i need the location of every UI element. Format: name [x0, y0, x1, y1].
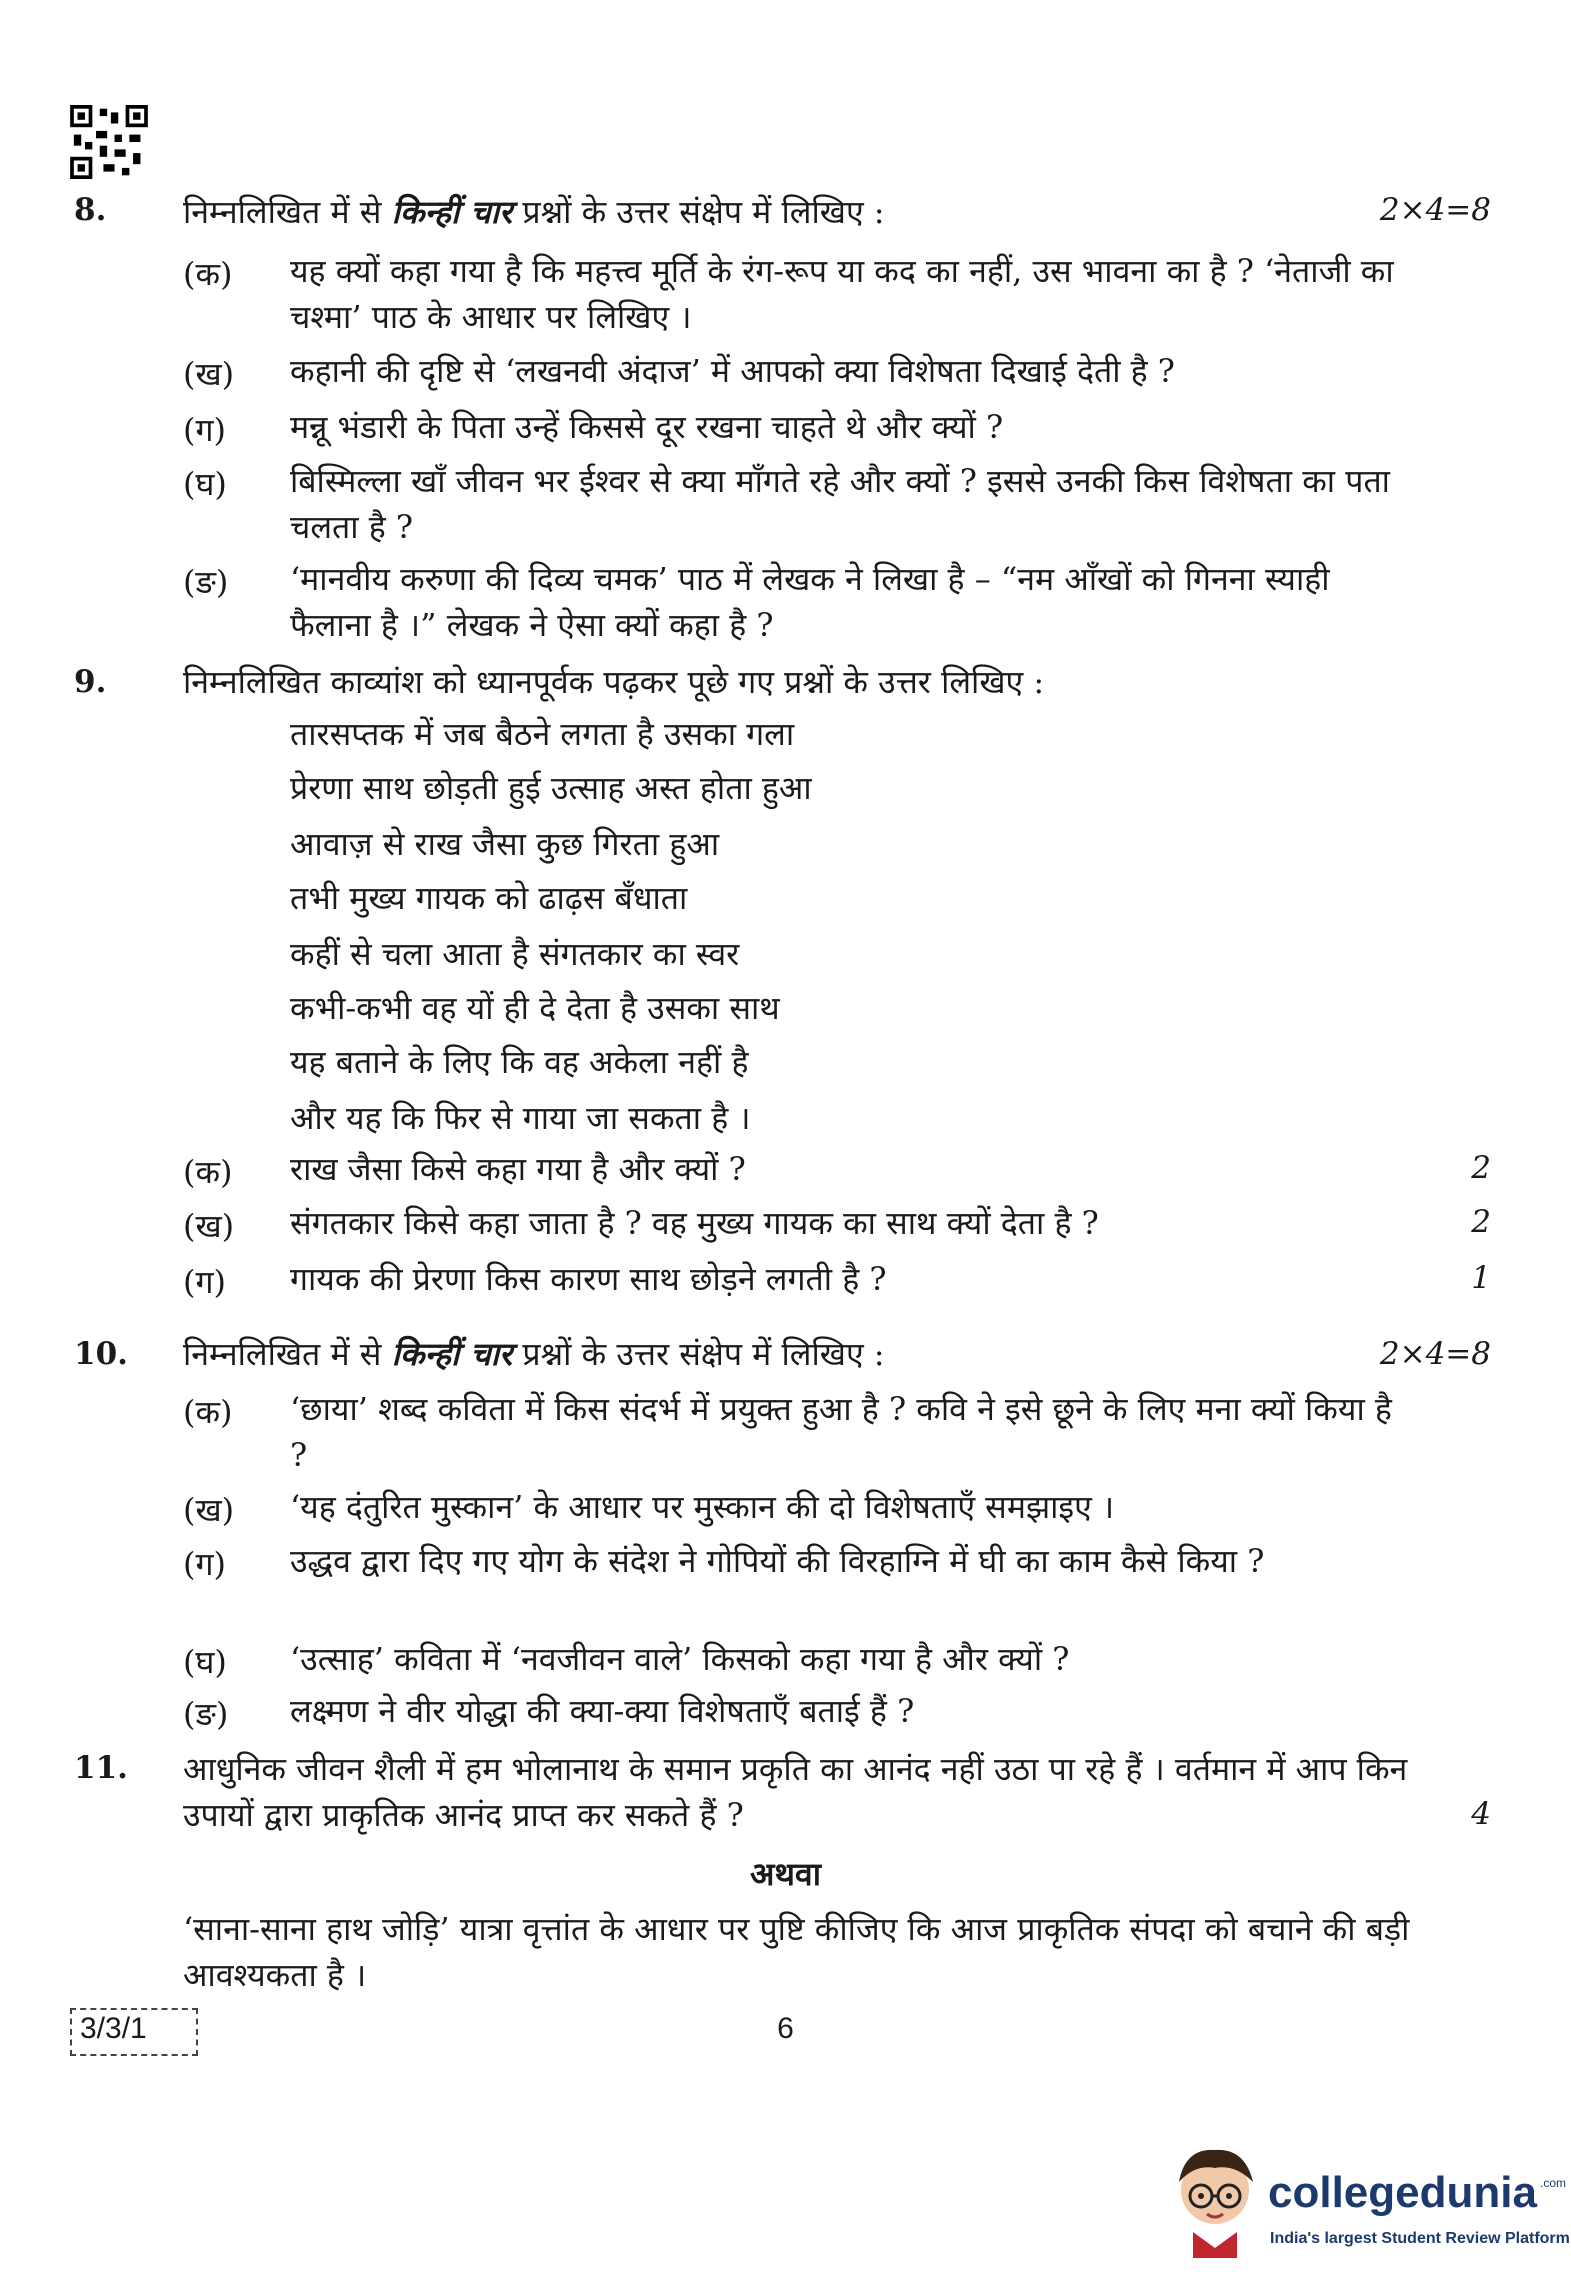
item-label: (ङ) [183, 1695, 229, 1733]
poem-line: तारसप्तक में जब बैठने लगता है उसका गला [290, 715, 795, 753]
poem-line: आवाज़ से राख जैसा कुछ गिरता हुआ [290, 825, 720, 863]
item-text: संगतकार किसे कहा जाता है ? वह मुख्य गायक का साथ क्यों देता है ? [290, 1204, 1099, 1242]
item-label: (ख) [183, 355, 235, 393]
item-label: (क) [183, 255, 233, 293]
question-alt-text: ‘साना-साना हाथ जोड़ि’ यात्रा वृत्तांत के आधार पर पुष्टि कीजिए कि आज प्राकृतिक संपदा को बचाने की बड़ी आवश्यकता है । [183, 1910, 1410, 1994]
student-mascot-icon [1165, 2138, 1265, 2258]
instruction-emphasis: किन्हीं चार [391, 193, 513, 231]
poem-line: कहीं से चला आता है संगतकार का स्वर [290, 935, 740, 973]
poem-line: प्रेरणा साथ छोड़ती हुई उत्साह अस्त होता हुआ [290, 769, 812, 807]
poem-line: यह बताने के लिए कि वह अकेला नहीं है [290, 1043, 749, 1081]
instruction-text: निम्नलिखित में से [183, 1335, 382, 1373]
question-instruction [183, 190, 885, 233]
logo-wordmark: collegedunia [1268, 2168, 1537, 2217]
item-text: मन्नू भंडारी के पिता उन्हें किससे दूर रखना चाहते थे और क्यों ? [290, 408, 1004, 446]
item-label: (ङ) [183, 563, 229, 601]
page-number: 6 [777, 2012, 794, 2045]
item-label: (ग) [183, 1545, 226, 1583]
instruction-text: निम्नलिखित में से [183, 193, 382, 231]
logo-domain: .com [1540, 2176, 1567, 2190]
qr-code-icon [70, 105, 148, 179]
item-label: (घ) [183, 465, 227, 503]
item-text: बिस्मिल्ला खाँ जीवन भर ईश्वर से क्या माँगते रहे और क्यों ? इससे उनकी किस विशेषता का पता चलता है ? [290, 462, 1390, 546]
item-text: ‘यह दंतुरित मुस्कान’ के आधार पर मुस्कान की दो विशेषताएँ समझाइए । [290, 1488, 1115, 1526]
question-instruction [183, 1332, 885, 1375]
poem-line: कभी-कभी वह यों ही दे देता है उसका साथ [290, 989, 780, 1027]
marks-label: 2×4=8 [1379, 1336, 1491, 1372]
question-instruction: निम्नलिखित काव्यांश को ध्यानपूर्वक पढ़कर पूछे गए प्रश्नों के उत्तर लिखिए : [183, 663, 1045, 701]
item-label: (क) [183, 1153, 233, 1191]
item-label: (ग) [183, 411, 226, 449]
marks-label: 2×4=8 [1379, 192, 1491, 228]
item-label: (क) [183, 1393, 233, 1431]
item-text: राख जैसा किसे कहा गया है और क्यों ? [290, 1150, 746, 1188]
item-label: (ख) [183, 1491, 235, 1529]
item-label: (ग) [183, 1263, 226, 1301]
item-label: (ख) [183, 1207, 235, 1245]
marks-label: 2 [1471, 1204, 1491, 1240]
question-number: 11. [74, 1750, 128, 1786]
item-text: कहानी की दृष्टि से ‘लखनवी अंदाज’ में आपको क्या विशेषता दिखाई देती है ? [290, 352, 1175, 390]
marks-label: 2 [1471, 1150, 1491, 1186]
item-label: (घ) [183, 1643, 227, 1681]
instruction-text: प्रश्नों के उत्तर संक्षेप में लिखिए : [522, 1335, 885, 1373]
or-divider: अथवा [750, 1855, 821, 1893]
item-text: ‘मानवीय करुणा की दिव्य चमक’ पाठ में लेखक ने लिखा है – “नम आँखों को गिनना स्याही फैलाना है ।” लेखक ने ऐसा क्यों कहा है ? [290, 560, 1330, 644]
question-text: आधुनिक जीवन शैली में हम भोलानाथ के समान प्रकृति का आनंद नहीं उठा पा रहे हैं । वर्तमान में आप किन उपायों द्वारा प्राकृतिक आनंद प्राप्त कर सकते हैं ? [183, 1750, 1408, 1834]
paper-code: 3/3/1 [80, 2012, 147, 2045]
item-text: लक्ष्मण ने वीर योद्धा की क्या-क्या विशेषताएँ बताई हैं ? [290, 1692, 915, 1730]
item-text: उद्धव द्वारा दिए गए योग के संदेश ने गोपियों की विरहाग्नि में घी का काम कैसे किया ? [290, 1542, 1265, 1580]
poem-line: और यह कि फिर से गाया जा सकता है । [290, 1099, 751, 1137]
marks-label: 1 [1471, 1260, 1491, 1296]
instruction-text: प्रश्नों के उत्तर संक्षेप में लिखिए : [522, 193, 885, 231]
item-text: ‘छाया’ शब्द कविता में किस संदर्भ में प्रयुक्त हुआ है ? कवि ने इसे छूने के लिए मना क्यों किया है ? [290, 1390, 1392, 1474]
item-text: गायक की प्रेरणा किस कारण साथ छोड़ने लगती है ? [290, 1260, 887, 1298]
item-text: ‘उत्साह’ कविता में ‘नवजीवन वाले’ किसको कहा गया है और क्यों ? [290, 1640, 1070, 1678]
marks-label: 4 [1471, 1796, 1491, 1832]
question-number: 8. [74, 192, 107, 228]
question-number: 10. [74, 1336, 128, 1372]
logo-tagline: India's largest Student Review Platform [1270, 2230, 1570, 2247]
instruction-emphasis: किन्हीं चार [391, 1335, 513, 1373]
poem-line: तभी मुख्य गायक को ढाढ़स बँधाता [290, 879, 688, 917]
item-text: यह क्यों कहा गया है कि महत्त्व मूर्ति के रंग-रूप या कद का नहीं, उस भावना का है ? ‘नेताजी का चश्मा’ पाठ के आधार पर लिखिए । [290, 252, 1394, 336]
question-number: 9. [74, 664, 107, 700]
